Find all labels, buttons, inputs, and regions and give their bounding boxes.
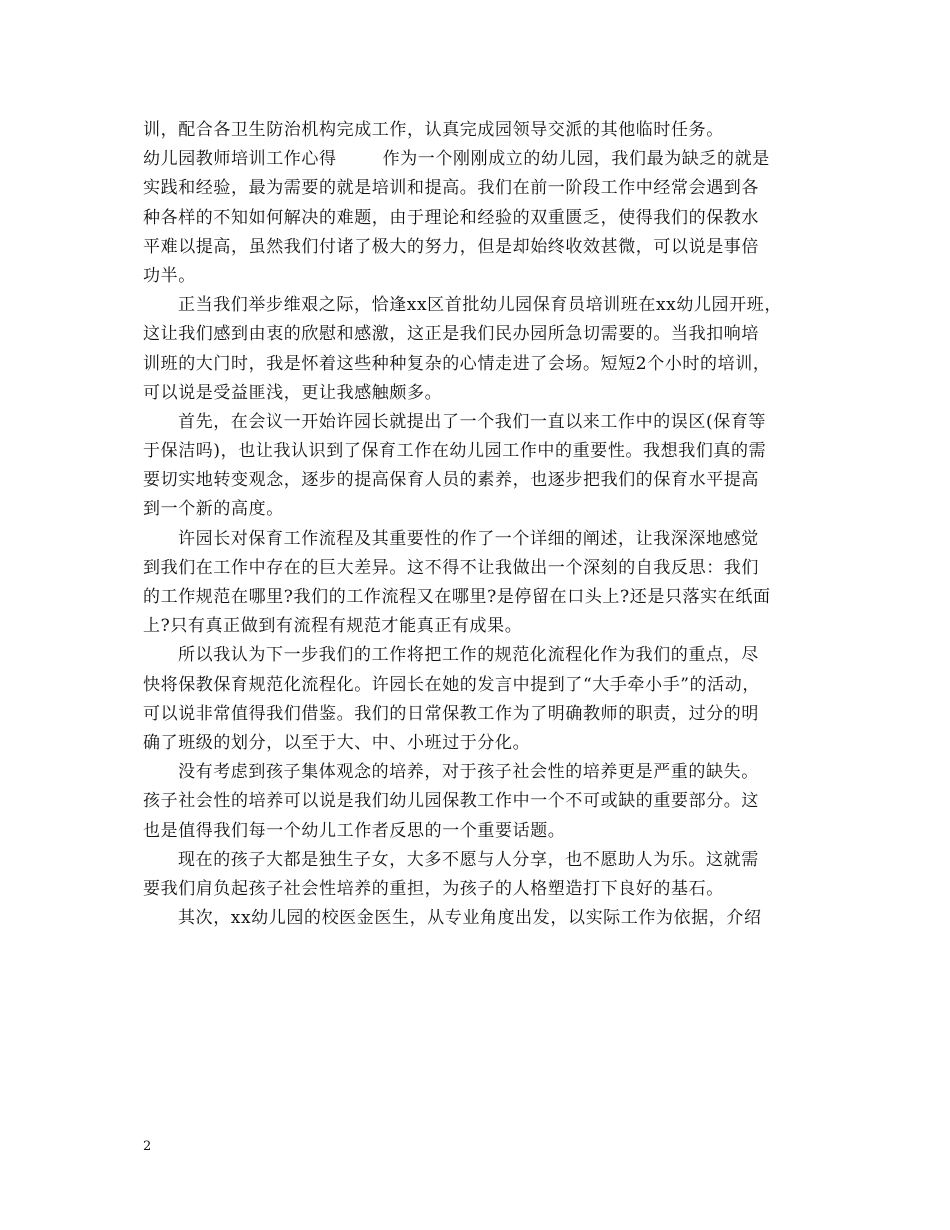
text-line: 孩子社会性的培养可以说是我们幼儿园保教工作中一个不可或缺的重要部分。这 — [143, 791, 759, 812]
paragraph-start-line: 其次，xx幼儿园的校医金医生，从专业角度出发，以实际工作为依据，介绍 — [178, 908, 762, 929]
article-title: 幼儿园教师培训工作心得 — [143, 149, 337, 170]
text-line-content: 作为一个刚刚成立的幼儿园，我们最为缺乏的就是 — [382, 149, 770, 170]
paragraph-start-line: 许园长对保育工作流程及其重要性的作了一个详细的阐述，让我深深地感觉 — [178, 528, 759, 549]
text-line: 实践和经验，最为需要的就是培训和提高。我们在前一阶段工作中经常会遇到各 — [143, 178, 759, 199]
text-line: 确了班级的划分，以至于大、中、小班过于分化。 — [143, 732, 531, 753]
paragraph-start-line: 没有考虑到孩子集体观念的培养，对于孩子社会性的培养更是严重的缺失。 — [178, 762, 759, 783]
page-number: 2 — [143, 1139, 152, 1154]
text-line: 训班的大门时，我是怀着这些种种复杂的心情走进了会场。短短2个小时的培训， — [143, 353, 771, 374]
text-line: 上?只有真正做到有流程有规范才能真正有成果。 — [143, 616, 523, 637]
text-line: 到我们在工作中存在的巨大差异。这不得不让我做出一个深刻的自我反思：我们 — [143, 557, 759, 578]
text-line: 平难以提高，虽然我们付诸了极大的努力，但是却始终收效甚微，可以说是事倍 — [143, 236, 759, 257]
text-line: 种各样的不知如何解决的难题，由于理论和经验的双重匮乏，使得我们的保教水 — [143, 207, 759, 228]
text-line-with-title — [143, 145, 815, 174]
text-line: 这让我们感到由衷的欣慰和感激，这正是我们民办园所急切需要的。当我扣响培 — [143, 324, 759, 345]
paragraph-start-line: 首先，在会议一开始许园长就提出了一个我们一直以来工作中的误区(保育等 — [178, 411, 767, 432]
paragraph-start-line: 现在的孩子大都是独生子女，大多不愿与人分享，也不愿助人为乐。这就需 — [178, 849, 759, 870]
text-line: 也是值得我们每一个幼儿工作者反思的一个重要话题。 — [143, 820, 566, 841]
text-line: 要切实地转变观念，逐步的提高保育人员的素养，也逐步把我们的保育水平提高 — [143, 470, 759, 491]
paragraph-start-line: 所以我认为下一步我们的工作将把工作的规范化流程化作为我们的重点，尽 — [178, 645, 759, 666]
text-line: 的工作规范在哪里?我们的工作流程又在哪里?是停留在口头上?还是只落实在纸面 — [143, 587, 771, 607]
text-line: 于保洁吗)，也让我认识到了保育工作在幼儿园工作中的重要性。我想我们真的需 — [143, 441, 767, 462]
text-line: 要我们肩负起孩子社会性培养的重担，为孩子的人格塑造打下良好的基石。 — [143, 878, 724, 899]
paragraph-start-line: 正当我们举步维艰之际，恰逢xx区首批幼儿园保育员培训班在xx幼儿园开班， — [178, 295, 782, 316]
text-line: 可以说非常值得我们借鉴。我们的日常保教工作为了明确教师的职责，过分的明 — [143, 703, 759, 724]
document-body — [143, 116, 815, 933]
text-line: 功半。 — [143, 265, 196, 286]
text-line: 快将保教保育规范化流程化。许园长在她的发言中提到了“大手牵小手”的活动， — [143, 674, 760, 695]
text-line: 到一个新的高度。 — [143, 499, 284, 520]
text-line: 训，配合各卫生防治机构完成工作，认真完成园领导交派的其他临时任务。 — [143, 120, 724, 140]
text-line: 可以说是受益匪浅，更让我感触颇多。 — [143, 382, 443, 403]
